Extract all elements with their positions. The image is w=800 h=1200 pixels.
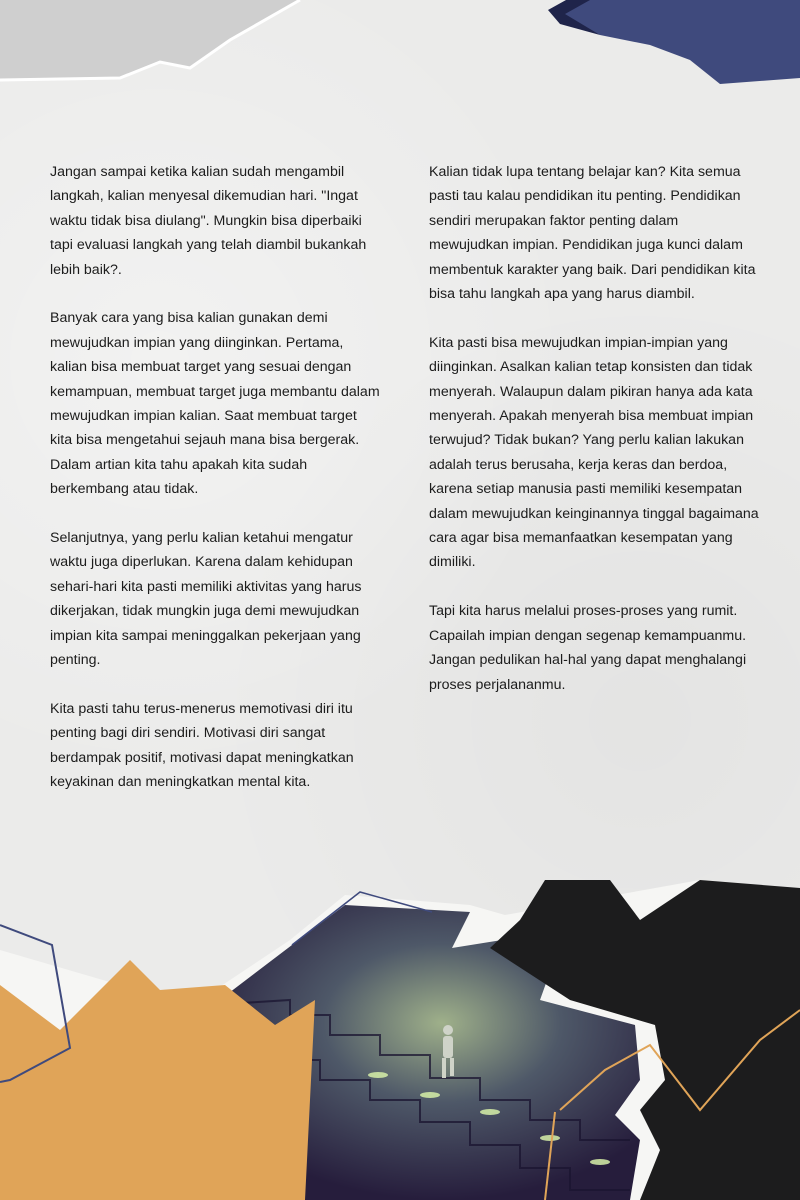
- left-paragraph-2: Banyak cara yang bisa kalian gunakan demi mewujudkan impian yang diinginkan. Pertama, kalian bisa membuat target yang sesuai dengan kemampuan, membuat target juga membantu dalam mewujudkan impian kalian. Saat membuat target kita bisa mengetahui sejauh mana bisa bergerak. Dalam artian kita tahu apakah kita sudah berkembang atau tidak.: [50, 310, 380, 498]
- right-paragraph-2: Kita pasti bisa mewujudkan impian-impian yang diinginkan. Asalkan kalian tetap konsisten dan tidak menyerah. Walaupun dalam pikiran hanya ada kata menyerah. Apakah menyerah bisa membuat impian terwujud? Tidak bukan? Yang perlu kalian lakukan adalah terus berusaha, kerja keras dan berdoa, karena setiap manusia pasti memiliki kesempatan dalam mewujudkan keinginannya tinggal bagaimana cara agar bisa memanfaatkan kesempatan yang dimiliki.: [429, 334, 759, 571]
- article-right-column: [429, 160, 759, 721]
- top-right-navy-shape: [555, 0, 800, 84]
- article-left-column: [50, 160, 380, 819]
- left-paragraph-3: Selanjutnya, yang perlu kalian ketahui mengatur waktu juga diperlukan. Karena dalam kehidupan sehari-hari kita pasti memiliki aktivitas yang harus dikerjakan, tidak mungkin juga demi mewujudkan impian kita sampai meninggalkan pekerjaan yang penting.: [50, 530, 362, 669]
- top-left-paper-shape: [0, 0, 300, 80]
- right-paragraph-1: Kalian tidak lupa tentang belajar kan? Kita semua pasti tau kalau pendidikan itu penting. Pendidikan sendiri merupakan faktor penting dalam mewujudkan impian. Pendidikan juga kunci dalam membentuk karakter yang baik. Dari pendidikan kita bisa tahu langkah apa yang harus diambil.: [429, 164, 756, 303]
- left-paragraph-4: Kita pasti tahu terus-menerus memotivasi diri itu penting bagi diri sendiri. Motivasi diri sangat berdampak positif, motivasi dapat meningkatkan keyakinan dan meningkatkan mental kita.: [50, 700, 354, 791]
- left-paragraph-1: Jangan sampai ketika kalian sudah mengambil langkah, kalian menyesal dikemudian hari. "Ingat waktu tidak bisa diulang". Mungkin bisa diperbaiki tapi evaluasi langkah yang telah diambil bukankah lebih baik?.: [50, 164, 367, 278]
- right-paragraph-3: Tapi kita harus melalui proses-proses yang rumit. Capailah impian dengan segenap kemampuanmu. Jangan pedulikan hal-hal yang dapat menghalangi proses perjalananmu.: [429, 603, 747, 693]
